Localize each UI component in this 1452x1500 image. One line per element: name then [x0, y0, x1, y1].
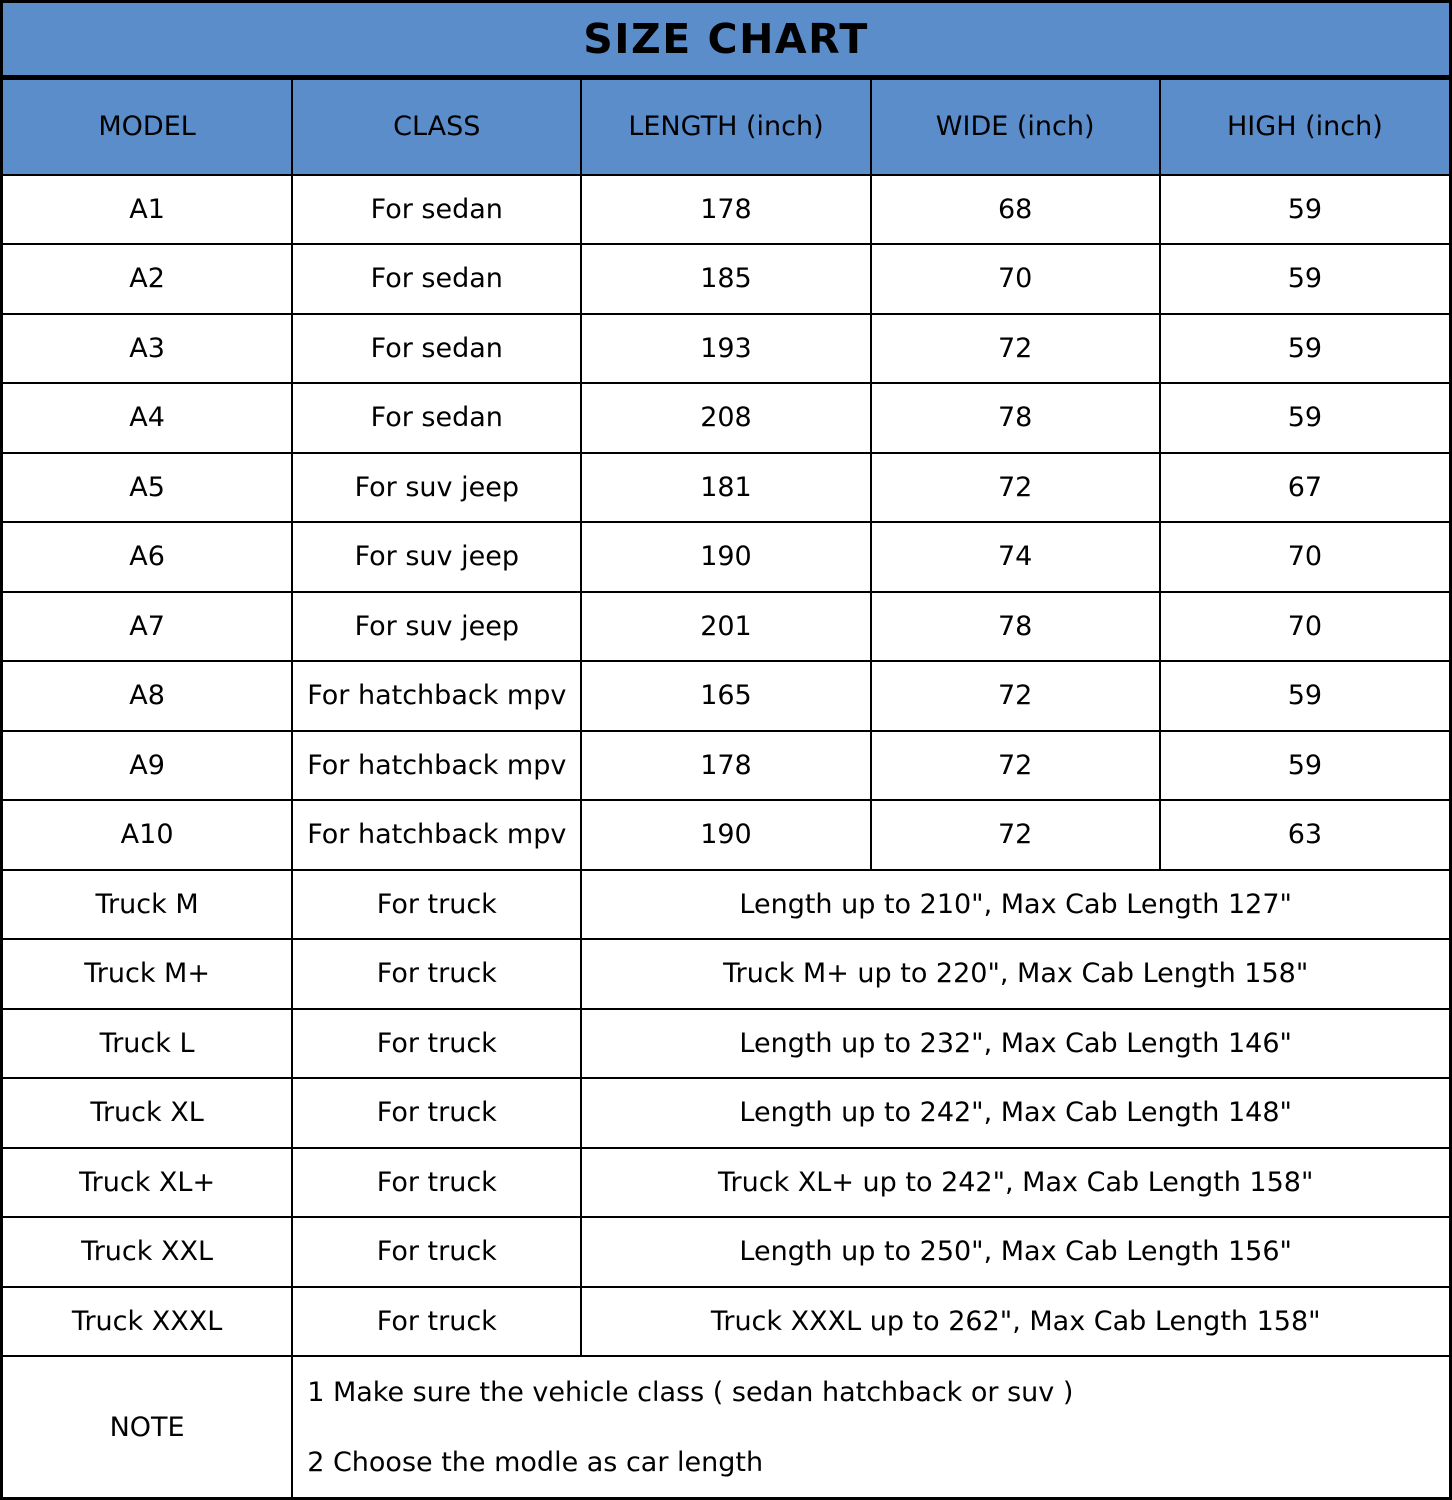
- cell-model: A3: [3, 314, 292, 384]
- note-row: [3, 1356, 1449, 1497]
- table-row: [3, 870, 1449, 940]
- note-label: NOTE: [3, 1356, 292, 1497]
- cell-model: Truck XXL: [3, 1217, 292, 1287]
- cell-length: 178: [581, 175, 870, 245]
- cell-class: For truck: [292, 1009, 581, 1079]
- column-header-class: CLASS: [292, 79, 581, 175]
- cell-truck-spec: Length up to 232", Max Cab Length 146": [581, 1009, 1449, 1079]
- cell-high: 59: [1160, 244, 1449, 314]
- cell-truck-spec: Length up to 210", Max Cab Length 127": [581, 870, 1449, 940]
- cell-class: For truck: [292, 870, 581, 940]
- table-row: [3, 453, 1449, 523]
- cell-class: For hatchback mpv: [292, 661, 581, 731]
- cell-class: For truck: [292, 1148, 581, 1218]
- cell-model: Truck M+: [3, 939, 292, 1009]
- cell-model: A10: [3, 800, 292, 870]
- cell-model: Truck M: [3, 870, 292, 940]
- cell-wide: 72: [871, 800, 1160, 870]
- cell-truck-spec: Truck XXXL up to 262", Max Cab Length 158": [581, 1287, 1449, 1357]
- cell-class: For sedan: [292, 244, 581, 314]
- table-row: [3, 1009, 1449, 1079]
- table-row: [3, 314, 1449, 384]
- cell-class: For sedan: [292, 175, 581, 245]
- table-row: [3, 383, 1449, 453]
- column-header-wide-unit: (inch): [1016, 111, 1095, 142]
- table-row: [3, 800, 1449, 870]
- cell-length: 201: [581, 592, 870, 662]
- cell-wide: 74: [871, 522, 1160, 592]
- cell-wide: 72: [871, 661, 1160, 731]
- cell-high: 67: [1160, 453, 1449, 523]
- column-header-length: [581, 79, 870, 175]
- table-row: [3, 522, 1449, 592]
- chart-title-bar: [3, 3, 1449, 78]
- table-header: [3, 79, 1449, 175]
- table-row: [3, 731, 1449, 801]
- cell-class: For truck: [292, 1078, 581, 1148]
- cell-wide: 72: [871, 314, 1160, 384]
- cell-high: 59: [1160, 175, 1449, 245]
- cell-wide: 68: [871, 175, 1160, 245]
- cell-length: 181: [581, 453, 870, 523]
- header-row: [3, 79, 1449, 175]
- note-line-row: [293, 1427, 1449, 1497]
- column-header-wide-text: WIDE: [935, 111, 1009, 142]
- column-header-high-text: HIGH: [1227, 111, 1297, 142]
- cell-length: 178: [581, 731, 870, 801]
- cell-model: A2: [3, 244, 292, 314]
- cell-wide: 72: [871, 731, 1160, 801]
- cell-length: 165: [581, 661, 870, 731]
- cell-model: Truck XL: [3, 1078, 292, 1148]
- cell-model: A5: [3, 453, 292, 523]
- cell-high: 59: [1160, 314, 1449, 384]
- cell-high: 59: [1160, 383, 1449, 453]
- note-lines-table: [293, 1357, 1449, 1497]
- cell-model: Truck XXXL: [3, 1287, 292, 1357]
- cell-model: A8: [3, 661, 292, 731]
- cell-class: For truck: [292, 1217, 581, 1287]
- note-content: [292, 1356, 1449, 1497]
- cell-class: For hatchback mpv: [292, 731, 581, 801]
- cell-class: For truck: [292, 1287, 581, 1357]
- cell-high: 70: [1160, 592, 1449, 662]
- table-row: [3, 939, 1449, 1009]
- cell-model: A1: [3, 175, 292, 245]
- cell-high: 63: [1160, 800, 1449, 870]
- cell-truck-spec: Length up to 242", Max Cab Length 148": [581, 1078, 1449, 1148]
- cell-wide: 70: [871, 244, 1160, 314]
- cell-class: For hatchback mpv: [292, 800, 581, 870]
- cell-truck-spec: Length up to 250", Max Cab Length 156": [581, 1217, 1449, 1287]
- cell-high: 59: [1160, 731, 1449, 801]
- cell-length: 185: [581, 244, 870, 314]
- table-row: [3, 592, 1449, 662]
- note-line-row: [293, 1357, 1449, 1427]
- cell-length: 193: [581, 314, 870, 384]
- column-header-length-text: LENGTH: [628, 111, 738, 142]
- cell-model: Truck XL+: [3, 1148, 292, 1218]
- table-row: [3, 1148, 1449, 1218]
- cell-truck-spec: Truck XL+ up to 242", Max Cab Length 158": [581, 1148, 1449, 1218]
- cell-model: A4: [3, 383, 292, 453]
- cell-length: 208: [581, 383, 870, 453]
- table-body: [3, 175, 1449, 1498]
- cell-model: Truck L: [3, 1009, 292, 1079]
- note-line-2: 2 Choose the modle as car length: [307, 1446, 764, 1478]
- cell-wide: 78: [871, 383, 1160, 453]
- cell-truck-spec: Truck M+ up to 220", Max Cab Length 158": [581, 939, 1449, 1009]
- column-header-wide: [871, 79, 1160, 175]
- cell-class: For truck: [292, 939, 581, 1009]
- cell-model: A9: [3, 731, 292, 801]
- page-title: SIZE CHART: [583, 14, 869, 63]
- cell-class: For suv jeep: [292, 453, 581, 523]
- cell-high: 59: [1160, 661, 1449, 731]
- cell-class: For sedan: [292, 383, 581, 453]
- cell-high: 70: [1160, 522, 1449, 592]
- cell-wide: 72: [871, 453, 1160, 523]
- size-chart-table: [3, 78, 1449, 1498]
- cell-class: For suv jeep: [292, 592, 581, 662]
- column-header-high-unit: (inch): [1305, 111, 1383, 142]
- table-row: [3, 1217, 1449, 1287]
- table-row: [3, 661, 1449, 731]
- cell-length: 190: [581, 800, 870, 870]
- column-header-length-unit: (inch): [745, 111, 824, 142]
- table-row: [3, 175, 1449, 245]
- cell-model: A6: [3, 522, 292, 592]
- note-line-1: 1 Make sure the vehicle class ( sedan hatchback or suv ): [307, 1376, 1074, 1408]
- cell-class: For sedan: [292, 314, 581, 384]
- cell-model: A7: [3, 592, 292, 662]
- cell-class: For suv jeep: [292, 522, 581, 592]
- column-header-model: MODEL: [3, 79, 292, 175]
- table-row: [3, 1078, 1449, 1148]
- table-row: [3, 1287, 1449, 1357]
- cell-length: 190: [581, 522, 870, 592]
- column-header-high: [1160, 79, 1449, 175]
- table-row: [3, 244, 1449, 314]
- cell-wide: 78: [871, 592, 1160, 662]
